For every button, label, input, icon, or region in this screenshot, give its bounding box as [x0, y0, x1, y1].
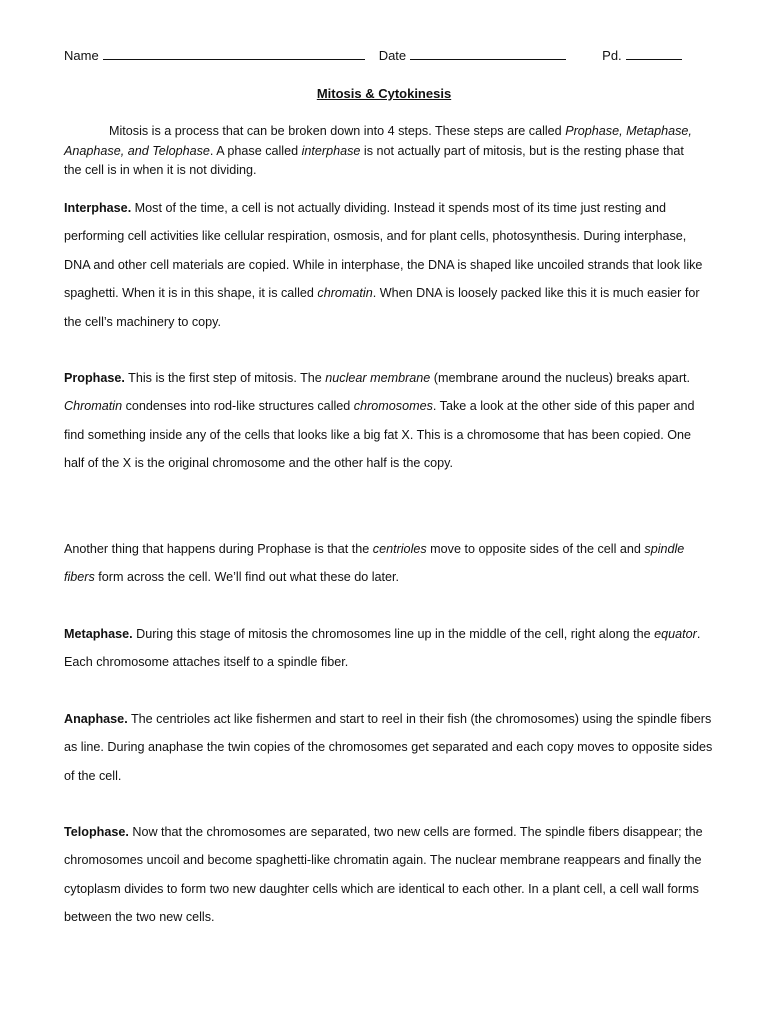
- prophase-text-3: condenses into rod-like structures called: [122, 399, 354, 414]
- metaphase-paragraph: [64, 620, 714, 677]
- anaphase-paragraph: [64, 705, 714, 790]
- intro-emphasis-phases: Prophase, Metaphase, Anaphase, and Telophase: [64, 124, 692, 158]
- telophase-heading: Telophase.: [64, 825, 129, 839]
- prophase2-text-2: move to opposite sides of the cell and: [426, 542, 645, 556]
- intro-text-1: Mitosis is a process that can be broken down into 4 steps. These steps are called: [109, 124, 566, 138]
- page-title: Mitosis & Cytokinesis: [316, 86, 452, 101]
- prophase-text-4: . Take a look at the other side of this paper and find something inside any of the cells that looks like a big fat X. This is a chromosome that has been copied. One half of the X is the original chromosome and the other half is the copy.: [64, 399, 695, 471]
- intro-text-3: is not actually part of mitosis, but is the resting phase that the cell is in when it is not dividing.: [64, 143, 684, 177]
- prophase2-text-3: form across the cell. We’ll find out what these do later.: [94, 570, 400, 585]
- prophase2-emphasis-centrioles: centrioles: [372, 542, 427, 556]
- intro-text-2: . A phase called: [209, 143, 302, 158]
- metaphase-heading: Metaphase.: [64, 627, 133, 641]
- interphase-paragraph: [64, 194, 714, 336]
- prophase-heading: Prophase.: [64, 371, 125, 385]
- intro-emphasis-interphase: interphase: [301, 143, 361, 158]
- prophase2-text-1: Another thing that happens during Prophase is that the: [64, 542, 373, 556]
- metaphase-text-2: . Each chromosome attaches itself to a spindle fiber.: [64, 627, 701, 670]
- prophase2-emphasis-spindle-fibers: spindle fibers: [64, 542, 685, 585]
- prophase-paragraph: [64, 364, 714, 478]
- prophase-followup-paragraph: [64, 535, 714, 592]
- anaphase-text-1: The centrioles act like fishermen and start to reel in their fish (the chromosomes) using the spindle fibers as line. During anaphase the twin copies of the chromosomes get separated and each copy moves to opposite sides of the cell.: [64, 712, 713, 783]
- prophase-text-2: (membrane around the nucleus) breaks apart.: [430, 371, 691, 385]
- anaphase-heading: Anaphase.: [64, 712, 128, 726]
- date-label: Date: [378, 48, 407, 63]
- metaphase-emphasis-equator: equator: [654, 627, 697, 641]
- prophase-emphasis-chromatin: Chromatin: [64, 399, 123, 414]
- pd-label: Pd.: [602, 48, 622, 63]
- interphase-heading: Interphase.: [64, 201, 132, 215]
- prophase-emphasis-nuclear-membrane: nuclear membrane: [325, 371, 431, 385]
- prophase-text-1: This is the first step of mitosis. The: [124, 371, 326, 385]
- name-blank[interactable]: [103, 47, 365, 60]
- pd-blank[interactable]: [626, 47, 682, 60]
- interphase-emphasis-chromatin: chromatin: [317, 286, 373, 301]
- name-label: Name: [64, 48, 99, 63]
- telophase-paragraph: [64, 818, 714, 932]
- header-fields: [64, 47, 684, 63]
- prophase-emphasis-chromosomes: chromosomes: [353, 399, 433, 414]
- date-blank[interactable]: [410, 47, 566, 60]
- interphase-text-2: . When DNA is loosely packed like this it is much easier for the cell’s machinery to copy.: [64, 286, 700, 329]
- telophase-text-1: Now that the chromosomes are separated, two new cells are formed. The spindle fibers disappear; the chromosomes uncoil and become spaghetti-like chromatin again. The nuclear membrane reappears and finally the cytoplasm divides to form two new daughter cells which are identical to each other. In a plant cell, a cell wall forms between the two new cells.: [64, 825, 703, 925]
- interphase-text-1: Most of the time, a cell is not actually dividing. Instead it spends most of its time just resting and performing cell activities like cellular respiration, osmosis, and for plant cells, photosynthesis. During interphase, DNA and other cell materials are copied. While in interphase, the DNA is shaped like uncoiled strands that look like spaghetti. When it is in this shape, it is called: [64, 201, 703, 301]
- metaphase-text-1: During this stage of mitosis the chromosomes line up in the middle of the cell, right along the: [132, 627, 655, 641]
- intro-paragraph: [64, 122, 704, 181]
